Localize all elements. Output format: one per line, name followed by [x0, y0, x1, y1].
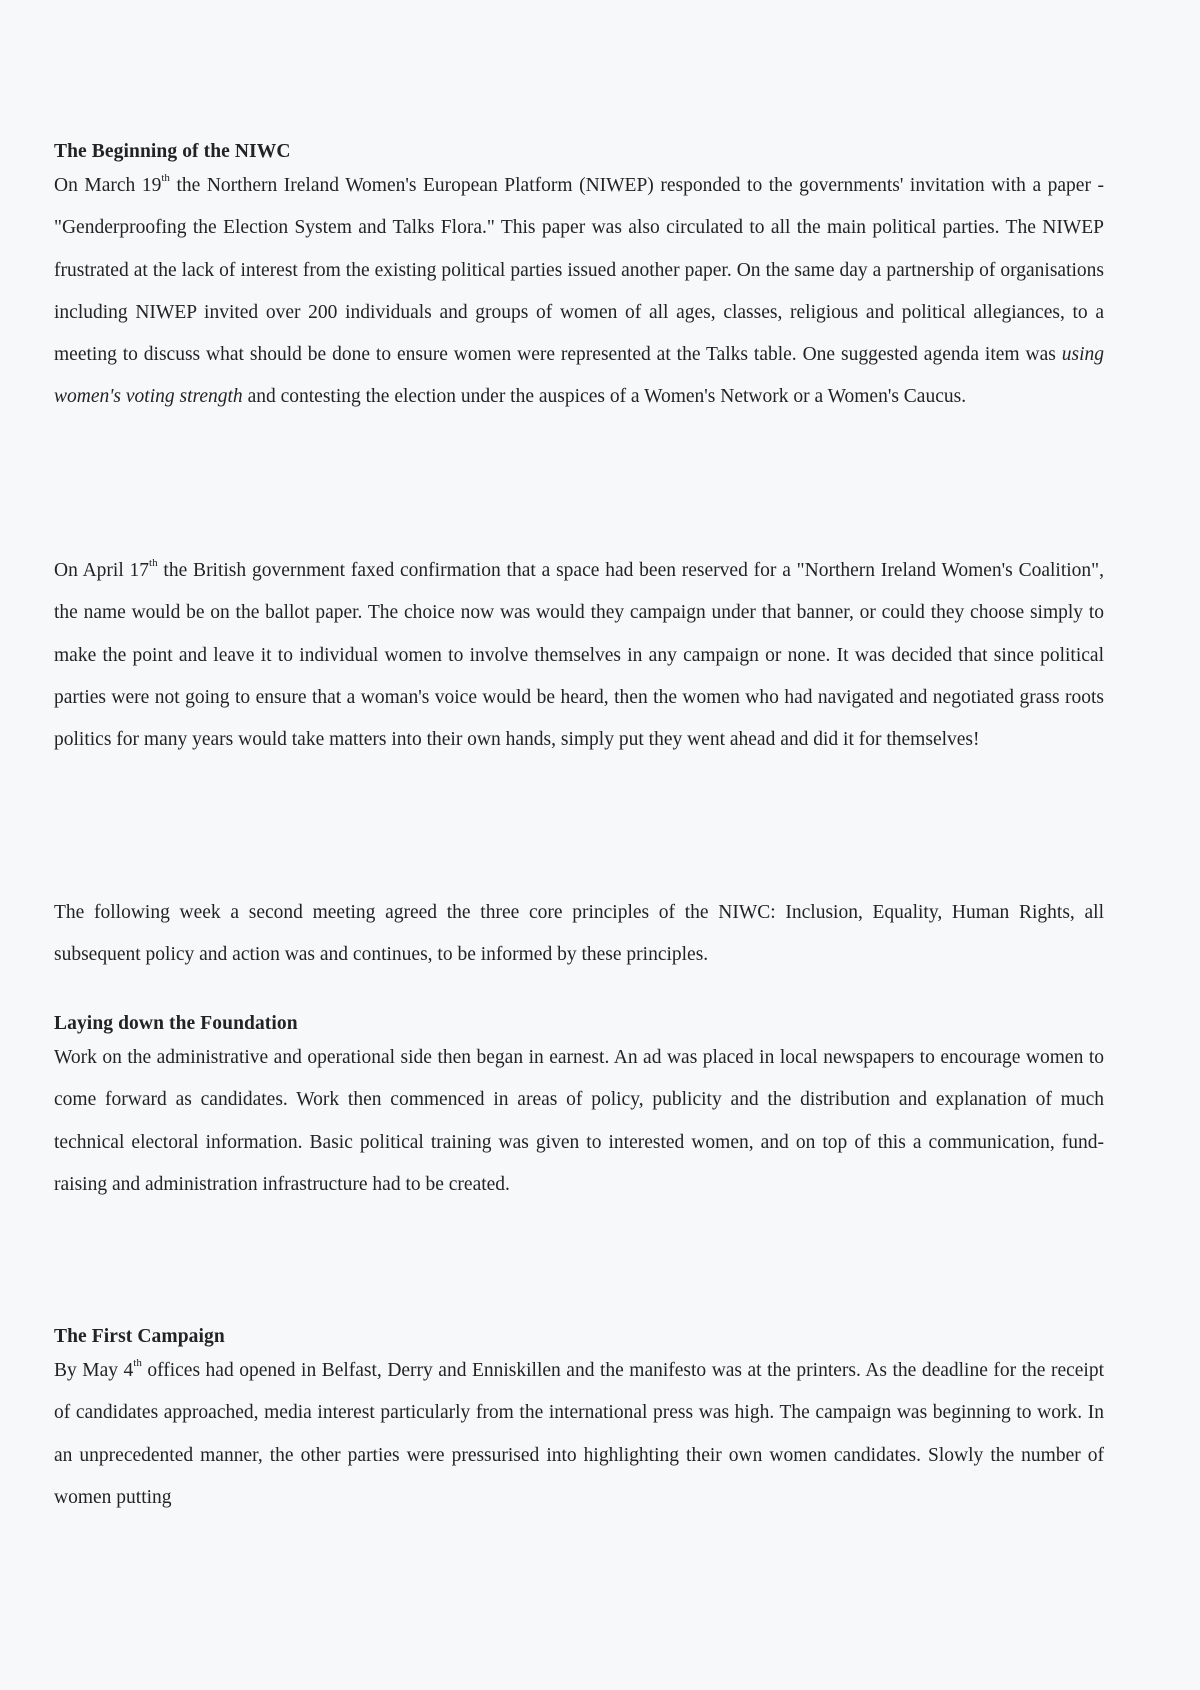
paragraph [54, 550, 1104, 761]
paragraph [54, 165, 1104, 419]
ordinal-suffix: th [133, 1356, 142, 1369]
paragraph [54, 1350, 1104, 1519]
italic-phrase: using women's voting strength [54, 344, 1104, 408]
ordinal-suffix: th [161, 171, 170, 184]
paragraph: The following week a second meeting agreed the three core principles of the NIWC: Inclusion, Equality, Human Rights, all subsequent policy and action was and continues, to be informed by these principles. [54, 902, 1104, 966]
paragraph-text: the British government faxed confirmation that a space had been reserved for a "Northern Ireland Women's Coalition", the name would be on the ballot paper. The choice now was would they campaign under that banner, or could they choose simply to make the point and leave it to individual women to involve themselves in any campaign or none. It was decided that since political parties were not going to ensure that a woman's voice would be heard, then the women who had navigated and negotiated grass roots politics for many years would take matters into their own hands, simply put they went ahead and did it for themselves! [54, 560, 1104, 751]
ordinal-suffix: th [149, 556, 158, 569]
section-heading: The Beginning of the NIWC [54, 141, 291, 162]
paragraph-text: On March 19 [54, 175, 162, 196]
paragraph-text: On April 17 [54, 560, 150, 581]
section-heading: Laying down the Foundation [54, 1013, 298, 1034]
paragraph-text: and contesting the election under the auspices of a Women's Network or a Women's Caucus. [242, 386, 967, 408]
section-heading: The First Campaign [54, 1326, 225, 1347]
paragraph-text: offices had opened in Belfast, Derry and Enniskillen and the manifesto was at the printers. As the deadline for the receipt of candidates approached, media interest particularly from the international press was high. The campaign was beginning to work. In an unprecedented manner, the other parties were pressurised into highlighting their own women candidates. Slowly the number of women putting [54, 1360, 1104, 1508]
paragraph-text: By May 4 [54, 1360, 134, 1381]
paragraph-text: the Northern Ireland Women's European Platform (NIWEP) responded to the governments' invitation with a paper - "Genderproofing the Election System and Talks Flora." This paper was also circulated to all the main political parties. The NIWEP frustrated at the lack of interest from the existing political parties issued another paper. On the same day a partnership of organisations including NIWEP invited over 200 individuals and groups of women of all ages, classes, religious and political allegiances, to a meeting to discuss what should be done to ensure women were represented at the Talks table. One suggested agenda item was [54, 175, 1105, 366]
paragraph: Work on the administrative and operational side then began in earnest. An ad was placed in local newspapers to encourage women to come forward as candidates. Work then commenced in areas of policy, publicity and the distribution and explanation of much technical electoral information. Basic political training was given to interested women, and on top of this a communication, fund-raising and administration infrastructure had to be created. [54, 1047, 1104, 1195]
